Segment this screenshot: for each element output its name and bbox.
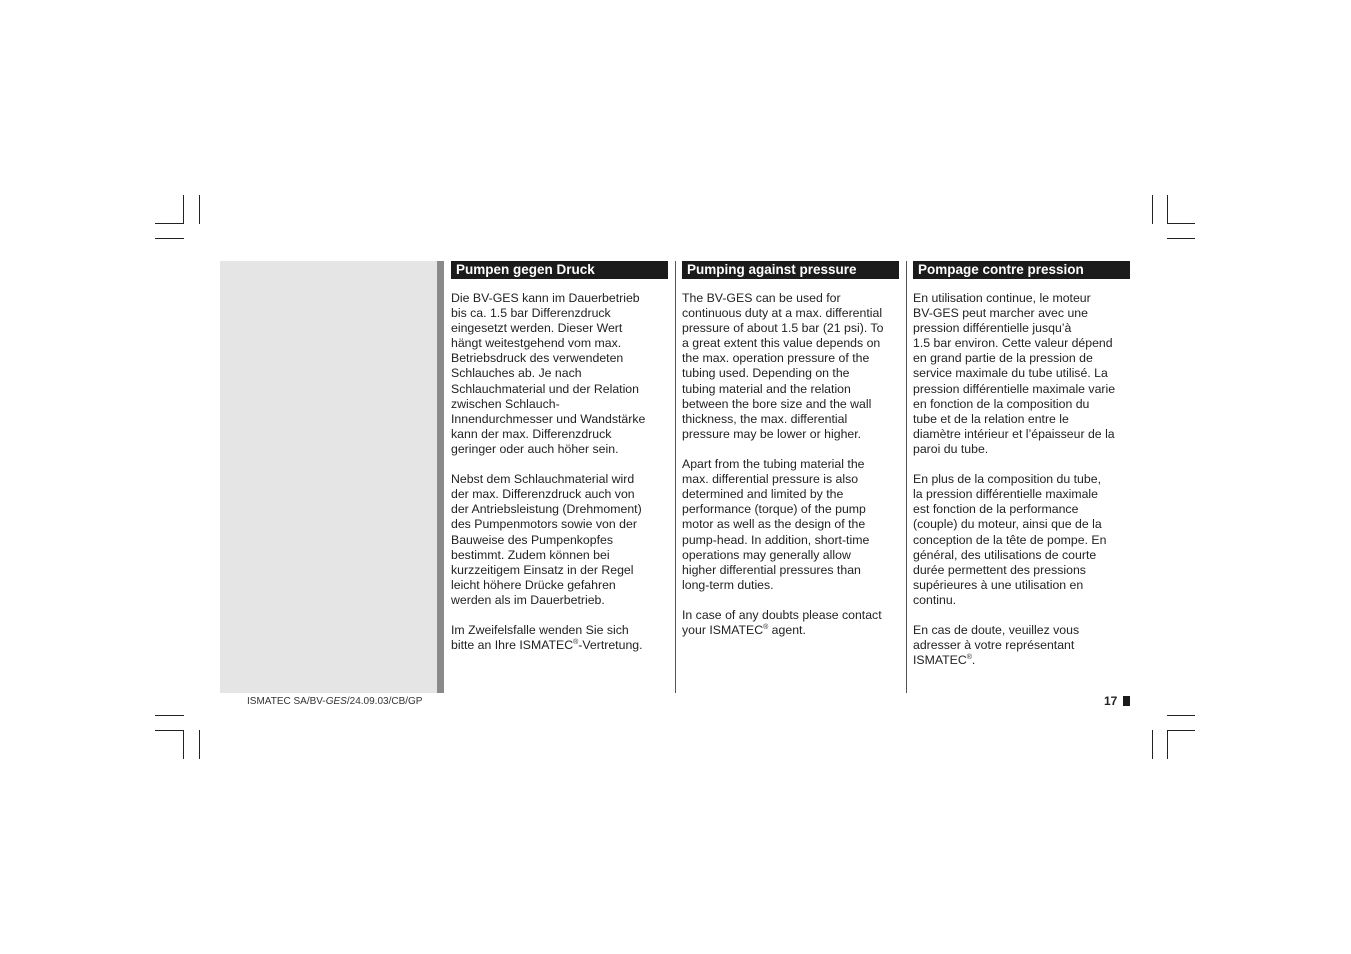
paragraph: Apart from the tubing material the max. differential pressure is also determined and limited by the performance (torque) of the pump motor as well as the design of the pump-head. In addition, short-time operations may generally allow higher differential pressures than long-term duties.	[682, 457, 870, 592]
crop-mark	[183, 730, 184, 759]
crop-mark	[155, 715, 184, 716]
paragraph: The BV-GES can be used for continuous duty at a max. differential pressure of about 1.5 bar (21 psi). To a great extent this value depends on the max. operation pressure of the tubing used. Depending on the tubing material and the relation between the bore size and the wall thickness, the max. differential pressure may be lower or higher.	[682, 291, 884, 441]
crop-mark	[1152, 730, 1153, 759]
closing-text: agent.	[768, 623, 806, 638]
closing-paragraph	[913, 623, 1130, 668]
paragraph: Die BV-GES kann im Dauerbetrieb bis ca. 1.5 bar Differenzdruck eingesetzt werden. Dieser Wert hängt weitestgehend vom max. Betriebsdruck des verwendeten Schlauches ab. Je nach Schlauchmaterial und der Relation zwischen Schlauch- Innendurchmesser und Wandstärke kann der max. Differenzdruck geringer oder auch höher sein.	[451, 291, 646, 456]
margin-panel	[220, 261, 437, 693]
closing-text: -Vertretung.	[578, 638, 643, 653]
closing-paragraph	[682, 608, 899, 638]
crop-mark	[183, 195, 184, 224]
crop-mark	[155, 223, 184, 224]
crop-mark	[1167, 223, 1195, 224]
paragraph: En utilisation continue, le moteur BV-GES peut marcher avec une pression différentielle jusqu’à 1.5 bar environ. Cette valeur dépend en grand partie de la pression de service maximale du tube utilisé. La pression différentielle maximale varie en fonction de la composition du tube et de la relation entre le diamètre intérieur et l’épaisseur de la paroi du tube.	[913, 291, 1116, 456]
page-marker-icon	[1123, 696, 1130, 706]
crop-mark	[199, 195, 200, 224]
crop-mark	[1167, 195, 1168, 224]
closing-paragraph	[451, 623, 668, 653]
column-french	[913, 261, 1130, 683]
doc-ref-prefix: ISMATEC SA/BV-	[247, 696, 326, 707]
closing-text: En cas de doute, veuillez vous adresser à votre représentant ISMATEC	[913, 623, 1080, 668]
doc-ref-suffix: /24.09.03/CB/GP	[346, 696, 423, 707]
paragraph: Nebst dem Schlauchmaterial wird der max. Differenzdruck auch von der Antriebsleistung (Drehmoment) des Pumpenmotors sowie von der Bauweise des Pumpenkopfes bestimmt. Zudem können bei kurzzeitigem Einsatz in der Regel leicht höhere Drücke gefahren werden als im Dauerbetrieb.	[451, 472, 642, 607]
crop-mark	[1167, 730, 1195, 731]
crop-mark	[1167, 730, 1168, 759]
column-divider	[675, 261, 676, 693]
crop-mark	[1167, 715, 1195, 716]
paragraph: En plus de la composition du tube, la pression différentielle maximale est fonction de la performance (couple) du moteur, ainsi que de la conception de la tête de pompe. En général, des utilisations de courte durée permettent des pressions supérieures à une utilisation en continu.	[913, 472, 1107, 607]
column-english	[682, 261, 899, 653]
document-reference	[247, 696, 422, 707]
closing-text: .	[971, 653, 976, 668]
registered-mark: ®	[966, 654, 972, 662]
closing-text: In case of any doubts please contact your ISMATEC	[682, 607, 882, 638]
crop-mark	[199, 730, 200, 759]
column-heading: Pompage contre pression	[913, 261, 1130, 279]
page-number: 17	[1104, 694, 1118, 708]
registered-mark: ®	[573, 639, 579, 647]
column-heading: Pumping against pressure	[682, 261, 899, 279]
column-german	[451, 261, 668, 668]
crop-mark	[155, 238, 184, 239]
column-divider	[906, 261, 907, 693]
crop-mark	[1167, 238, 1195, 239]
column-heading: Pumpen gegen Druck	[451, 261, 668, 279]
margin-bar	[437, 261, 444, 693]
registered-mark: ®	[763, 623, 769, 631]
crop-mark	[1152, 195, 1153, 224]
crop-mark	[155, 730, 184, 731]
closing-text: Im Zweifelsfalle wenden Sie sich bitte an Ihre ISMATEC	[451, 623, 629, 653]
doc-ref-model: GES	[325, 696, 347, 707]
